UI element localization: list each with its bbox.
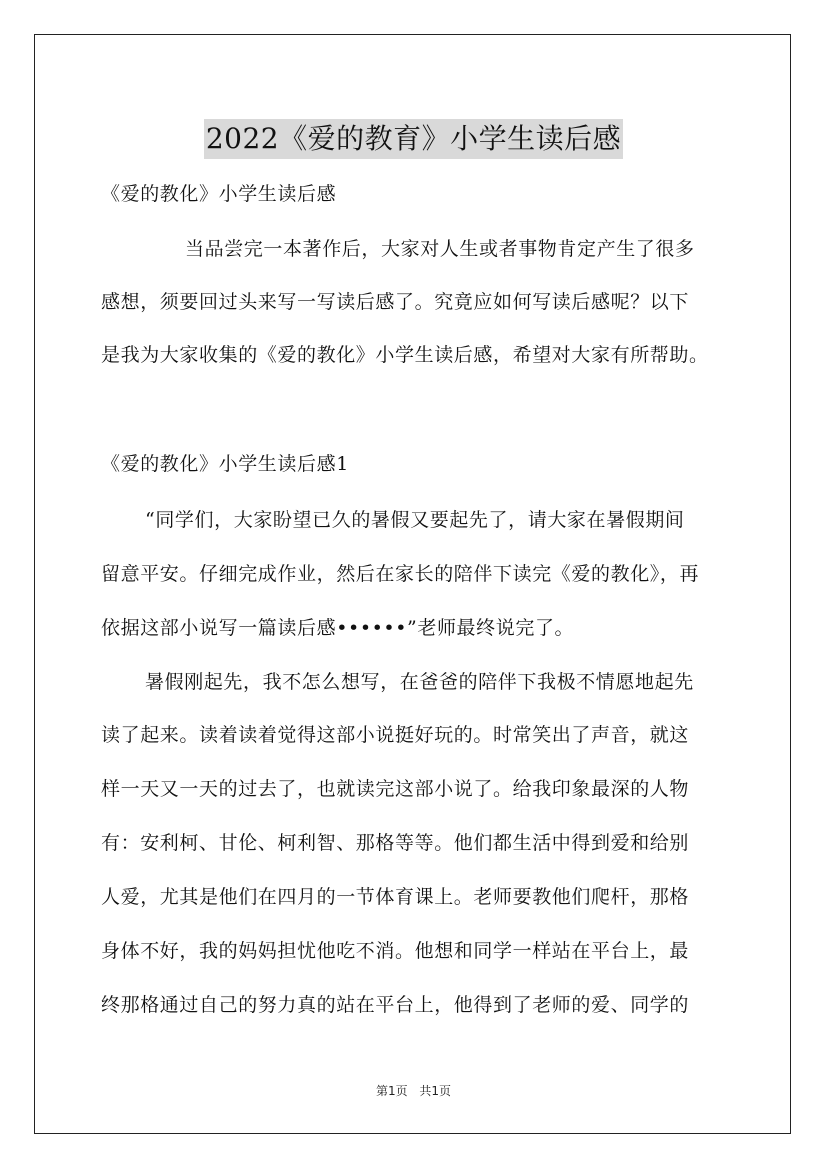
paragraph-line: 读了起来。读着读着觉得这部小说挺好玩的。时常笑出了声音，就这	[101, 724, 690, 746]
paragraph-line: 人爱，尤其是他们在四月的一节体育课上。老师要教他们爬杆，那格	[101, 886, 690, 908]
paragraph-line: 暑假刚起先，我不怎么想写，在爸爸的陪伴下我极不情愿地起先	[145, 671, 694, 693]
paragraph-line: 依据这部小说写一篇读后感••••••”老师最终说完了。	[101, 617, 575, 639]
section-heading: 《爱的教化》小学生读后感1	[101, 453, 349, 475]
subtitle: 《爱的教化》小学生读后感	[101, 183, 337, 205]
paragraph-line: 身体不好，我的妈妈担忧他吃不消。他想和同学一样站在平台上，最	[101, 940, 690, 962]
paragraph-line: 终那格通过自己的努力真的站在平台上，他得到了老师的爱、同学的	[101, 994, 690, 1016]
intro-line: 是我为大家收集的《爱的教化》小学生读后感，希望对大家有所帮助。	[101, 344, 709, 366]
intro-line: 当品尝完一本著作后，大家对人生或者事物肯定产生了很多	[185, 238, 695, 260]
paragraph-line: “同学们，大家盼望已久的暑假又要起先了，请大家在暑假期间	[145, 509, 685, 531]
intro-line: 感想，须要回过头来写一写读后感了。究竟应如何写读后感呢？以下	[101, 291, 690, 313]
page-total: 共1页	[419, 1084, 452, 1098]
paragraph-line: 有：安利柯、甘伦、柯利智、那格等等。他们都生活中得到爱和给别	[101, 832, 690, 854]
document-title: 2022《爱的教育》小学生读后感	[204, 119, 623, 159]
paragraph-line: 样一天又一天的过去了，也就读完这部小说了。给我印象最深的人物	[101, 778, 690, 800]
page-footer	[0, 1083, 827, 1099]
page-number: 第1页	[375, 1084, 408, 1098]
title-wrap	[0, 100, 827, 178]
paragraph-line: 留意平安。仔细完成作业，然后在家长的陪伴下读完《爱的教化》，再	[101, 563, 700, 585]
